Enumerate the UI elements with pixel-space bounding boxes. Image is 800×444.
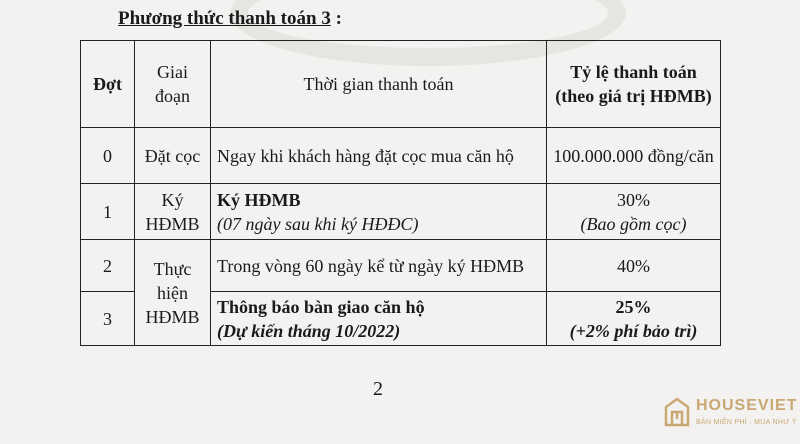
row-1-giai-doan: Ký HĐMB: [135, 184, 211, 240]
row-2-ty-le: 40%: [547, 240, 721, 292]
row-2-giai-doan: Thực hiện HĐMB: [135, 240, 211, 346]
row-3-dot: 3: [81, 292, 135, 346]
row-3-thoi-gian-main: Thông báo bàn giao căn hộ: [217, 296, 425, 317]
row-3-ty-le-value: 25%: [615, 296, 652, 317]
row-2-dot: 2: [81, 240, 135, 292]
header-ty-le: Tỷ lệ thanh toán (theo giá trị HĐMB): [547, 41, 721, 128]
header-thoi-gian: Thời gian thanh toán: [211, 41, 547, 128]
table-row: [81, 128, 721, 184]
header-dot: Đợt: [81, 41, 135, 128]
logo-name: HOUSEVIET: [696, 397, 798, 414]
payment-table: [80, 40, 721, 346]
row-1-thoi-gian-note: (07 ngày sau khi ký HĐĐC): [217, 213, 419, 234]
row-0-thoi-gian: Ngay khi khách hàng đặt cọc mua căn hộ: [211, 128, 547, 184]
row-1-ty-le: [547, 184, 721, 240]
page-number: 2: [373, 378, 383, 400]
house-logo-icon: [664, 397, 690, 427]
row-3-ty-le-note: (+2% phí bảo trì): [569, 320, 698, 341]
row-2-thoi-gian: Trong vòng 60 ngày kể từ ngày ký HĐMB: [211, 240, 547, 292]
row-1-dot: 1: [81, 184, 135, 240]
row-0-ty-le: 100.000.000 đồng/căn: [547, 128, 721, 184]
row-3-ty-le: [547, 292, 721, 346]
row-0-giai-doan: Đặt cọc: [135, 128, 211, 184]
table-header-row: [81, 41, 721, 128]
row-3-thoi-gian-note: (Dự kiến tháng 10/2022): [217, 320, 401, 341]
section-title: Phương thức thanh toán 3 :: [118, 8, 342, 29]
row-1-thoi-gian: [211, 184, 547, 240]
row-3-thoi-gian: [211, 292, 547, 346]
houseviet-logo: [664, 395, 800, 435]
row-1-thoi-gian-main: Ký HĐMB: [217, 189, 301, 210]
table-row: [81, 240, 721, 292]
row-0-dot: 0: [81, 128, 135, 184]
logo-tagline: BÁN MIỄN PHÍ · MUA NHƯ Ý: [696, 419, 797, 426]
row-1-ty-le-note: (Bao gồm cọc): [580, 213, 687, 234]
header-giai-doan: Giai đoạn: [135, 41, 211, 128]
table-row: [81, 184, 721, 240]
row-1-ty-le-value: 30%: [617, 189, 650, 210]
